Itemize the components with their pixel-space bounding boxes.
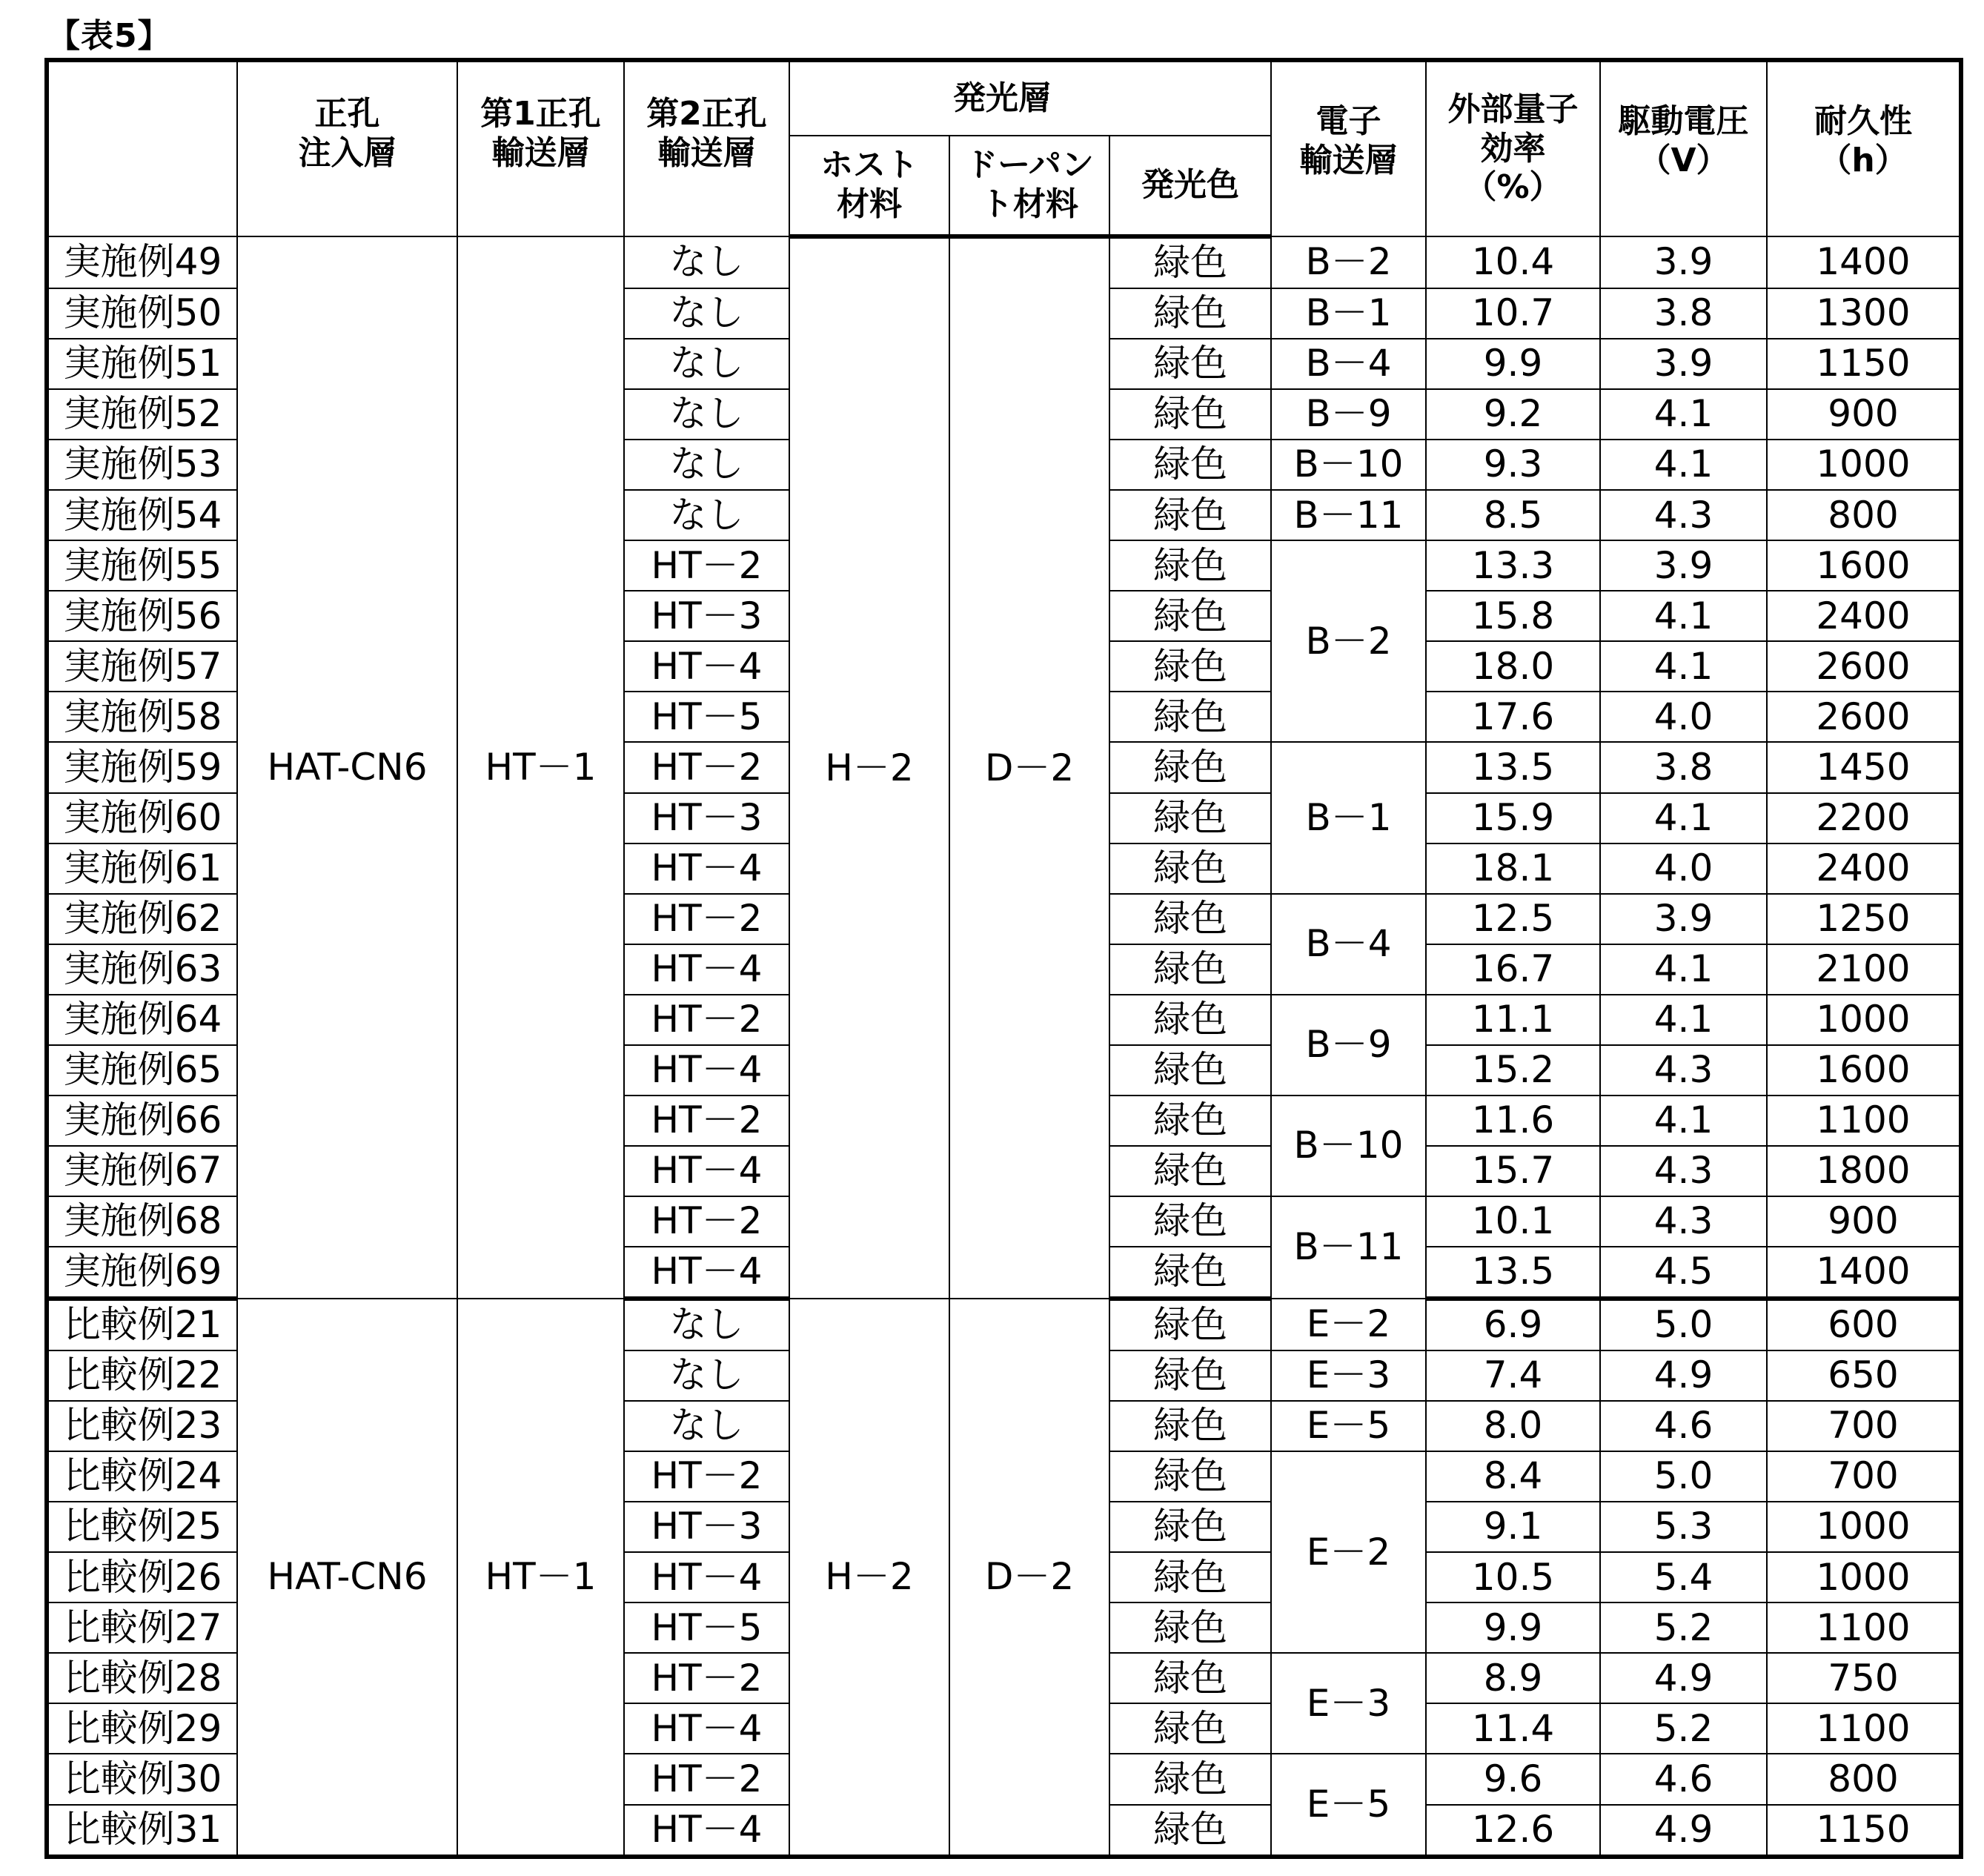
- durability-cell: 1150: [1767, 339, 1961, 389]
- voltage-cell: 4.1: [1600, 641, 1767, 692]
- hole-injection-cell: HAT-CN6: [237, 236, 457, 1299]
- second-hole-transport-cell: HT－2: [624, 742, 789, 792]
- eqe-cell: 9.9: [1426, 1602, 1600, 1653]
- results-table: [44, 58, 1963, 1859]
- emission-color-cell: 緑色: [1109, 843, 1271, 894]
- voltage-cell: 3.9: [1600, 339, 1767, 389]
- table-title: 【表5】: [47, 17, 171, 55]
- durability-cell: 1100: [1767, 1703, 1961, 1754]
- voltage-cell: 4.3: [1600, 1196, 1767, 1247]
- voltage-cell: 4.3: [1600, 1146, 1767, 1196]
- emission-color-cell: 緑色: [1109, 591, 1271, 641]
- second-hole-transport-cell: なし: [624, 490, 789, 540]
- emission-color-cell: 緑色: [1109, 692, 1271, 742]
- row-label: 比較例21: [47, 1299, 237, 1350]
- emission-color-cell: 緑色: [1109, 440, 1271, 490]
- durability-cell: 2100: [1767, 944, 1961, 995]
- second-hole-transport-cell: HT－2: [624, 894, 789, 944]
- row-label: 実施例62: [47, 894, 237, 944]
- second-hole-transport-cell: HT－4: [624, 1703, 789, 1754]
- second-hole-transport-cell: HT－4: [624, 641, 789, 692]
- eqe-cell: 8.0: [1426, 1401, 1600, 1451]
- header-second-hole-transport: 第2正孔 輸送層: [624, 60, 789, 236]
- row-label: 実施例50: [47, 288, 237, 339]
- second-hole-transport-cell: HT－2: [624, 1451, 789, 1502]
- eqe-cell: 15.2: [1426, 1045, 1600, 1096]
- row-label: 比較例30: [47, 1754, 237, 1804]
- emission-color-cell: 緑色: [1109, 1146, 1271, 1196]
- second-hole-transport-cell: HT－3: [624, 591, 789, 641]
- second-hole-transport-cell: HT－4: [624, 1045, 789, 1096]
- durability-cell: 1450: [1767, 742, 1961, 792]
- electron-transport-cell: E－2: [1271, 1299, 1426, 1350]
- durability-cell: 1000: [1767, 995, 1961, 1045]
- row-label: 実施例57: [47, 641, 237, 692]
- durability-cell: 1150: [1767, 1805, 1961, 1857]
- first-hole-transport-cell: HT－1: [457, 236, 624, 1299]
- voltage-cell: 4.6: [1600, 1401, 1767, 1451]
- voltage-cell: 3.9: [1600, 236, 1767, 288]
- emission-color-cell: 緑色: [1109, 288, 1271, 339]
- emission-color-cell: 緑色: [1109, 1350, 1271, 1401]
- durability-cell: 1000: [1767, 1502, 1961, 1552]
- second-hole-transport-cell: HT－2: [624, 1196, 789, 1247]
- dopant-cell: D－2: [949, 236, 1109, 1299]
- row-label: 実施例53: [47, 440, 237, 490]
- electron-transport-cell: E－2: [1271, 1451, 1426, 1653]
- durability-cell: 1400: [1767, 1247, 1961, 1299]
- second-hole-transport-cell: HT－2: [624, 995, 789, 1045]
- row-label: 実施例56: [47, 591, 237, 641]
- emission-color-cell: 緑色: [1109, 1247, 1271, 1299]
- electron-transport-cell: B－2: [1271, 236, 1426, 288]
- second-hole-transport-cell: HT－4: [624, 1247, 789, 1299]
- electron-transport-cell: B－9: [1271, 995, 1426, 1096]
- durability-cell: 1300: [1767, 288, 1961, 339]
- durability-cell: 2200: [1767, 793, 1961, 843]
- row-label: 実施例54: [47, 490, 237, 540]
- durability-cell: 800: [1767, 490, 1961, 540]
- second-hole-transport-cell: HT－2: [624, 1096, 789, 1146]
- voltage-cell: 5.4: [1600, 1552, 1767, 1602]
- durability-cell: 750: [1767, 1653, 1961, 1703]
- eqe-cell: 11.1: [1426, 995, 1600, 1045]
- durability-cell: 700: [1767, 1451, 1961, 1502]
- voltage-cell: 4.6: [1600, 1754, 1767, 1804]
- emission-color-cell: 緑色: [1109, 995, 1271, 1045]
- voltage-cell: 4.1: [1600, 995, 1767, 1045]
- eqe-cell: 15.8: [1426, 591, 1600, 641]
- eqe-cell: 16.7: [1426, 944, 1600, 995]
- emission-color-cell: 緑色: [1109, 793, 1271, 843]
- row-label: 実施例61: [47, 843, 237, 894]
- row-label: 比較例26: [47, 1552, 237, 1602]
- eqe-cell: 9.2: [1426, 389, 1600, 440]
- voltage-cell: 5.0: [1600, 1451, 1767, 1502]
- eqe-cell: 7.4: [1426, 1350, 1600, 1401]
- electron-transport-cell: E－3: [1271, 1653, 1426, 1754]
- second-hole-transport-cell: HT－4: [624, 843, 789, 894]
- durability-cell: 600: [1767, 1299, 1961, 1350]
- header-emitting-layer: 発光層: [789, 60, 1271, 136]
- emission-color-cell: 緑色: [1109, 1602, 1271, 1653]
- electron-transport-cell: B－1: [1271, 742, 1426, 893]
- row-label: 比較例28: [47, 1653, 237, 1703]
- voltage-cell: 4.9: [1600, 1350, 1767, 1401]
- header-dopant: ドーパン ト材料: [949, 136, 1109, 236]
- emission-color-cell: 緑色: [1109, 742, 1271, 792]
- electron-transport-cell: B－10: [1271, 1096, 1426, 1196]
- voltage-cell: 4.3: [1600, 1045, 1767, 1096]
- electron-transport-cell: B－4: [1271, 339, 1426, 389]
- row-label: 実施例69: [47, 1247, 237, 1299]
- voltage-cell: 4.1: [1600, 440, 1767, 490]
- row-label: 実施例52: [47, 389, 237, 440]
- header-electron-transport: 電子 輸送層: [1271, 60, 1426, 236]
- durability-cell: 1250: [1767, 894, 1961, 944]
- header-drive-voltage: 駆動電圧 （V）: [1600, 60, 1767, 236]
- row-label: 比較例23: [47, 1401, 237, 1451]
- second-hole-transport-cell: HT－3: [624, 1502, 789, 1552]
- row-label: 実施例68: [47, 1196, 237, 1247]
- row-label: 実施例60: [47, 793, 237, 843]
- electron-transport-cell: B－10: [1271, 440, 1426, 490]
- voltage-cell: 4.9: [1600, 1653, 1767, 1703]
- eqe-cell: 9.9: [1426, 339, 1600, 389]
- row-label: 実施例51: [47, 339, 237, 389]
- hole-injection-cell: HAT-CN6: [237, 1299, 457, 1857]
- eqe-cell: 6.9: [1426, 1299, 1600, 1350]
- voltage-cell: 5.2: [1600, 1602, 1767, 1653]
- header-durability: 耐久性 （h）: [1767, 60, 1961, 236]
- eqe-cell: 12.6: [1426, 1805, 1600, 1857]
- voltage-cell: 4.1: [1600, 591, 1767, 641]
- eqe-cell: 10.4: [1426, 236, 1600, 288]
- voltage-cell: 4.9: [1600, 1805, 1767, 1857]
- emission-color-cell: 緑色: [1109, 1401, 1271, 1451]
- durability-cell: 1600: [1767, 540, 1961, 591]
- durability-cell: 2600: [1767, 641, 1961, 692]
- durability-cell: 1000: [1767, 1552, 1961, 1602]
- emission-color-cell: 緑色: [1109, 540, 1271, 591]
- eqe-cell: 17.6: [1426, 692, 1600, 742]
- voltage-cell: 4.1: [1600, 793, 1767, 843]
- header-host: ホスト 材料: [789, 136, 949, 236]
- eqe-cell: 9.3: [1426, 440, 1600, 490]
- second-hole-transport-cell: HT－2: [624, 540, 789, 591]
- voltage-cell: 4.3: [1600, 490, 1767, 540]
- corner-header: [47, 60, 237, 236]
- emission-color-cell: 緑色: [1109, 641, 1271, 692]
- second-hole-transport-cell: HT－2: [624, 1754, 789, 1804]
- eqe-cell: 8.9: [1426, 1653, 1600, 1703]
- eqe-cell: 9.6: [1426, 1754, 1600, 1804]
- table-row: [47, 236, 1961, 288]
- emission-color-cell: 緑色: [1109, 1045, 1271, 1096]
- voltage-cell: 4.0: [1600, 692, 1767, 742]
- durability-cell: 1100: [1767, 1096, 1961, 1146]
- emission-color-cell: 緑色: [1109, 1703, 1271, 1754]
- host-cell: H－2: [789, 1299, 949, 1857]
- voltage-cell: 4.1: [1600, 389, 1767, 440]
- eqe-cell: 18.1: [1426, 843, 1600, 894]
- row-label: 実施例55: [47, 540, 237, 591]
- durability-cell: 1800: [1767, 1146, 1961, 1196]
- durability-cell: 900: [1767, 389, 1961, 440]
- eqe-cell: 12.5: [1426, 894, 1600, 944]
- eqe-cell: 15.7: [1426, 1146, 1600, 1196]
- header-emission-color: 発光色: [1109, 136, 1271, 236]
- voltage-cell: 3.8: [1600, 742, 1767, 792]
- host-cell: H－2: [789, 236, 949, 1299]
- emission-color-cell: 緑色: [1109, 236, 1271, 288]
- durability-cell: 1000: [1767, 440, 1961, 490]
- emission-color-cell: 緑色: [1109, 1805, 1271, 1857]
- durability-cell: 700: [1767, 1401, 1961, 1451]
- eqe-cell: 11.4: [1426, 1703, 1600, 1754]
- emission-color-cell: 緑色: [1109, 1196, 1271, 1247]
- second-hole-transport-cell: HT－4: [624, 1552, 789, 1602]
- second-hole-transport-cell: HT－4: [624, 1805, 789, 1857]
- voltage-cell: 5.0: [1600, 1299, 1767, 1350]
- emission-color-cell: 緑色: [1109, 1451, 1271, 1502]
- durability-cell: 800: [1767, 1754, 1961, 1804]
- emission-color-cell: 緑色: [1109, 1502, 1271, 1552]
- row-label: 比較例22: [47, 1350, 237, 1401]
- durability-cell: 1100: [1767, 1602, 1961, 1653]
- second-hole-transport-cell: なし: [624, 236, 789, 288]
- emission-color-cell: 緑色: [1109, 1552, 1271, 1602]
- voltage-cell: 5.3: [1600, 1502, 1767, 1552]
- second-hole-transport-cell: HT－5: [624, 1602, 789, 1653]
- eqe-cell: 13.5: [1426, 742, 1600, 792]
- eqe-cell: 10.1: [1426, 1196, 1600, 1247]
- electron-transport-cell: B－11: [1271, 1196, 1426, 1299]
- electron-transport-cell: E－3: [1271, 1350, 1426, 1401]
- durability-cell: 900: [1767, 1196, 1961, 1247]
- emission-color-cell: 緑色: [1109, 1754, 1271, 1804]
- voltage-cell: 3.9: [1600, 894, 1767, 944]
- electron-transport-cell: E－5: [1271, 1754, 1426, 1857]
- row-label: 比較例27: [47, 1602, 237, 1653]
- row-label: 実施例65: [47, 1045, 237, 1096]
- electron-transport-cell: E－5: [1271, 1401, 1426, 1451]
- table-row: [47, 1299, 1961, 1350]
- durability-cell: 2400: [1767, 843, 1961, 894]
- emission-color-cell: 緑色: [1109, 490, 1271, 540]
- electron-transport-cell: B－2: [1271, 540, 1426, 742]
- eqe-cell: 15.9: [1426, 793, 1600, 843]
- second-hole-transport-cell: HT－2: [624, 1653, 789, 1703]
- voltage-cell: 5.2: [1600, 1703, 1767, 1754]
- row-label: 比較例24: [47, 1451, 237, 1502]
- eqe-cell: 13.5: [1426, 1247, 1600, 1299]
- electron-transport-cell: B－11: [1271, 490, 1426, 540]
- second-hole-transport-cell: なし: [624, 1401, 789, 1451]
- voltage-cell: 3.8: [1600, 288, 1767, 339]
- electron-transport-cell: B－9: [1271, 389, 1426, 440]
- electron-transport-cell: B－4: [1271, 894, 1426, 995]
- row-label: 実施例49: [47, 236, 237, 288]
- row-label: 実施例63: [47, 944, 237, 995]
- second-hole-transport-cell: なし: [624, 389, 789, 440]
- row-label: 実施例64: [47, 995, 237, 1045]
- second-hole-transport-cell: なし: [624, 339, 789, 389]
- eqe-cell: 13.3: [1426, 540, 1600, 591]
- second-hole-transport-cell: HT－3: [624, 793, 789, 843]
- eqe-cell: 11.6: [1426, 1096, 1600, 1146]
- eqe-cell: 10.7: [1426, 288, 1600, 339]
- durability-cell: 1400: [1767, 236, 1961, 288]
- voltage-cell: 4.5: [1600, 1247, 1767, 1299]
- row-label: 実施例58: [47, 692, 237, 742]
- voltage-cell: 3.9: [1600, 540, 1767, 591]
- eqe-cell: 18.0: [1426, 641, 1600, 692]
- second-hole-transport-cell: なし: [624, 288, 789, 339]
- eqe-cell: 8.5: [1426, 490, 1600, 540]
- voltage-cell: 4.1: [1600, 1096, 1767, 1146]
- first-hole-transport-cell: HT－1: [457, 1299, 624, 1857]
- row-label: 比較例31: [47, 1805, 237, 1857]
- durability-cell: 2400: [1767, 591, 1961, 641]
- row-label: 実施例66: [47, 1096, 237, 1146]
- header-eqe: 外部量子 効率 （%）: [1426, 60, 1600, 236]
- emission-color-cell: 緑色: [1109, 1653, 1271, 1703]
- header-hole-injection: 正孔 注入層: [237, 60, 457, 236]
- row-label: 実施例67: [47, 1146, 237, 1196]
- dopant-cell: D－2: [949, 1299, 1109, 1857]
- second-hole-transport-cell: HT－5: [624, 692, 789, 742]
- voltage-cell: 4.0: [1600, 843, 1767, 894]
- emission-color-cell: 緑色: [1109, 894, 1271, 944]
- eqe-cell: 8.4: [1426, 1451, 1600, 1502]
- second-hole-transport-cell: なし: [624, 1350, 789, 1401]
- row-label: 実施例59: [47, 742, 237, 792]
- emission-color-cell: 緑色: [1109, 339, 1271, 389]
- row-label: 比較例29: [47, 1703, 237, 1754]
- emission-color-cell: 緑色: [1109, 1299, 1271, 1350]
- durability-cell: 2600: [1767, 692, 1961, 742]
- second-hole-transport-cell: HT－4: [624, 944, 789, 995]
- second-hole-transport-cell: なし: [624, 440, 789, 490]
- second-hole-transport-cell: なし: [624, 1299, 789, 1350]
- emission-color-cell: 緑色: [1109, 944, 1271, 995]
- durability-cell: 1600: [1767, 1045, 1961, 1096]
- voltage-cell: 4.1: [1600, 944, 1767, 995]
- emission-color-cell: 緑色: [1109, 389, 1271, 440]
- electron-transport-cell: B－1: [1271, 288, 1426, 339]
- emission-color-cell: 緑色: [1109, 1096, 1271, 1146]
- eqe-cell: 10.5: [1426, 1552, 1600, 1602]
- row-label: 比較例25: [47, 1502, 237, 1552]
- eqe-cell: 9.1: [1426, 1502, 1600, 1552]
- durability-cell: 650: [1767, 1350, 1961, 1401]
- header-first-hole-transport: 第1正孔 輸送層: [457, 60, 624, 236]
- second-hole-transport-cell: HT－4: [624, 1146, 789, 1196]
